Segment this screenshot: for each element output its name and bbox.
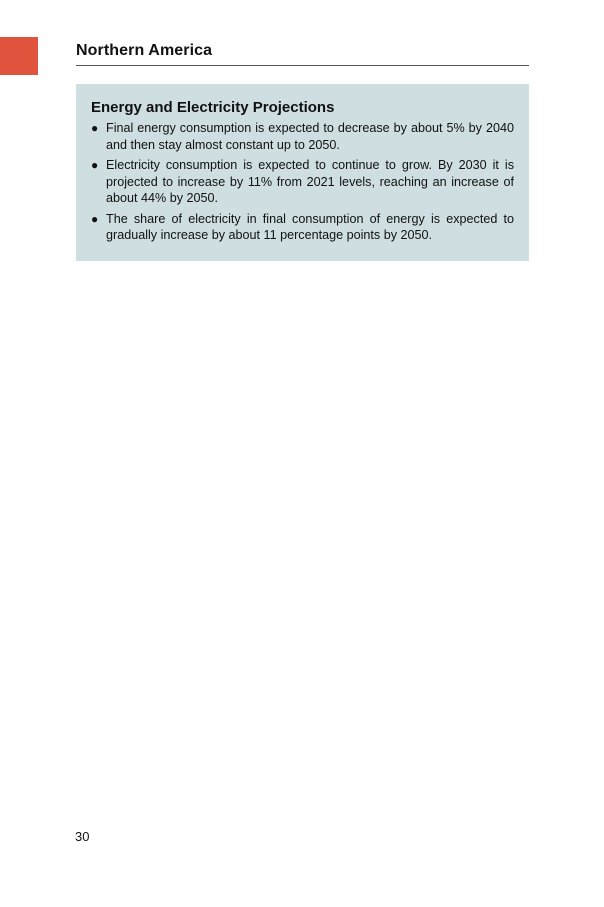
projections-info-box <box>76 84 529 261</box>
bullet-icon: ● <box>91 158 99 172</box>
list-item <box>91 120 514 153</box>
list-item-text: The share of electricity in final consumption of energy is expected to gradually increase by about 11 percentage points by 2050. <box>106 211 514 242</box>
projections-bullet-list <box>91 120 514 244</box>
bullet-icon: ● <box>91 211 99 226</box>
section-accent-tab <box>0 37 38 75</box>
list-item-text: Final energy consumption is expected to decrease by about 5% by 2040 and then stay almost constant up to 2050. <box>106 121 514 152</box>
list-item-text: Electricity consumption is expected to continue to grow. By 2030 it is projected to increase by 11% from 2021 levels, reaching an increase of about 44% by 2050. <box>106 158 514 205</box>
list-item <box>91 157 514 207</box>
section-header <box>76 42 529 66</box>
list-item <box>91 211 514 244</box>
section-title: Northern America <box>76 42 213 59</box>
bullet-icon: ● <box>91 121 99 135</box>
page-number: 30 <box>75 829 90 844</box>
info-box-title: Energy and Electricity Projections <box>91 99 335 116</box>
